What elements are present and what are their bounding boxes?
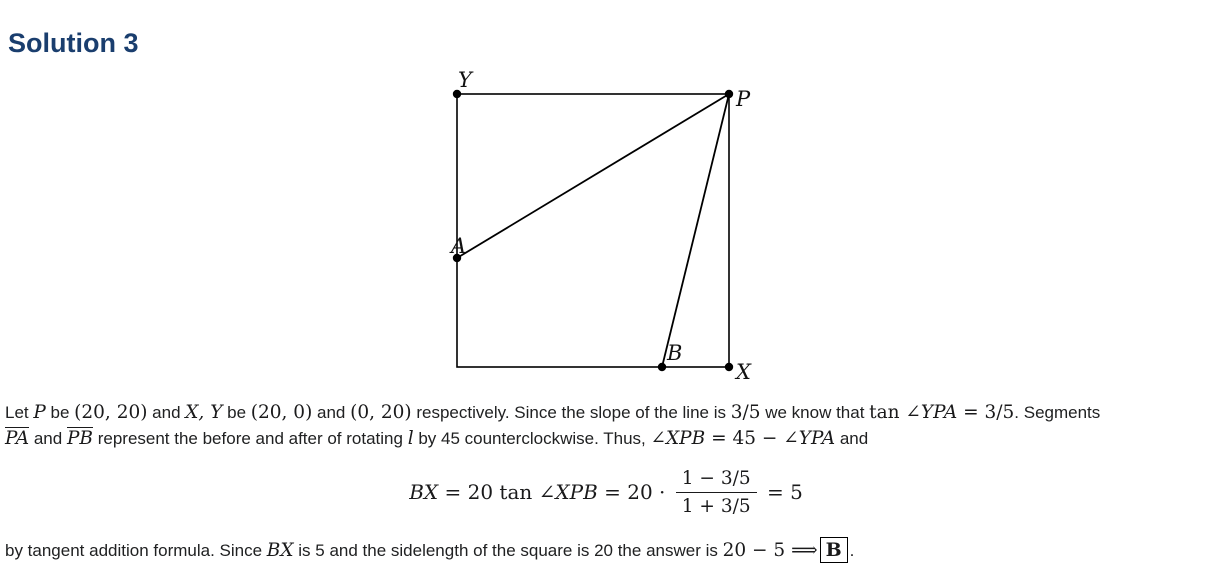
math-run: 20 − 5 xyxy=(722,540,792,561)
text-run: be xyxy=(222,403,251,422)
math-run: YPA xyxy=(920,402,958,423)
label-b: B xyxy=(667,341,683,365)
square-outline xyxy=(457,94,729,367)
solution-paragraph xyxy=(5,400,1207,452)
square-figure xyxy=(440,60,770,385)
math-run: = 20 · xyxy=(597,480,672,504)
boxed-answer: B xyxy=(820,537,848,563)
display-equation xyxy=(0,460,1212,524)
text-run: and xyxy=(29,429,67,448)
math-run: P xyxy=(33,402,46,423)
point-b-dot xyxy=(658,363,666,371)
fraction xyxy=(676,465,757,520)
implies-arrow: ⟹ xyxy=(791,540,818,561)
text-run: . xyxy=(849,541,855,560)
math-run: (20, 0) xyxy=(250,402,313,423)
text-run: and xyxy=(835,429,869,448)
text-run: is 5 and the sidelength of the square is 20 the answer is xyxy=(293,541,723,560)
math-overline-run: PB xyxy=(66,428,93,449)
math-run: YPA xyxy=(798,428,836,449)
math-run: = 3/5 xyxy=(957,402,1015,423)
math-run: l xyxy=(407,428,414,449)
text-run: by tangent addition formula. Since xyxy=(5,541,267,560)
math-run: BX xyxy=(409,480,439,504)
fraction-numerator: 1 − 3/5 xyxy=(681,467,751,489)
math-run: tan ∠ xyxy=(869,402,921,423)
text-run: Let xyxy=(5,403,34,422)
math-run: = 5 xyxy=(760,480,803,504)
solution-paragraph-line-1 xyxy=(5,400,1207,426)
conclusion-paragraph xyxy=(5,537,1207,564)
math-run: XPB xyxy=(665,428,706,449)
solution-paragraph-line-2 xyxy=(5,426,1207,452)
text-run: by 45 counterclockwise. Thus, xyxy=(413,429,651,448)
text-run: represent the before and after of rotating xyxy=(92,429,408,448)
text-run: and xyxy=(312,403,351,422)
text-run: be xyxy=(45,403,75,422)
point-p-dot xyxy=(725,90,733,98)
geometry-diagram xyxy=(440,60,770,385)
fraction-denominator: 1 + 3/5 xyxy=(676,492,757,520)
math-run: X, Y xyxy=(185,402,223,423)
label-x: X xyxy=(736,360,751,384)
page-title: Solution 3 xyxy=(8,28,139,59)
text-run: we know that xyxy=(760,403,870,422)
math-run: = 20 tan ∠ xyxy=(438,480,556,504)
math-run: ∠ xyxy=(650,428,666,449)
math-run: (0, 20) xyxy=(350,402,412,423)
segment-pb-line xyxy=(662,94,729,367)
text-run: respectively. Since the slope of the line is xyxy=(411,403,731,422)
text-run: and xyxy=(147,403,186,422)
label-p: P xyxy=(736,87,751,111)
math-run: 3/5 xyxy=(730,402,761,423)
segment-pa-line xyxy=(457,94,729,258)
text-run: . Segments xyxy=(1014,403,1101,422)
label-y: Y xyxy=(458,68,472,92)
label-a: A xyxy=(451,234,467,258)
math-run: = 45 − ∠ xyxy=(705,428,799,449)
math-run: XPB xyxy=(555,480,598,504)
math-run: (20, 20) xyxy=(74,402,148,423)
math-overline-run: PA xyxy=(5,428,30,449)
math-run: BX xyxy=(266,540,294,561)
point-x-dot xyxy=(725,363,733,371)
